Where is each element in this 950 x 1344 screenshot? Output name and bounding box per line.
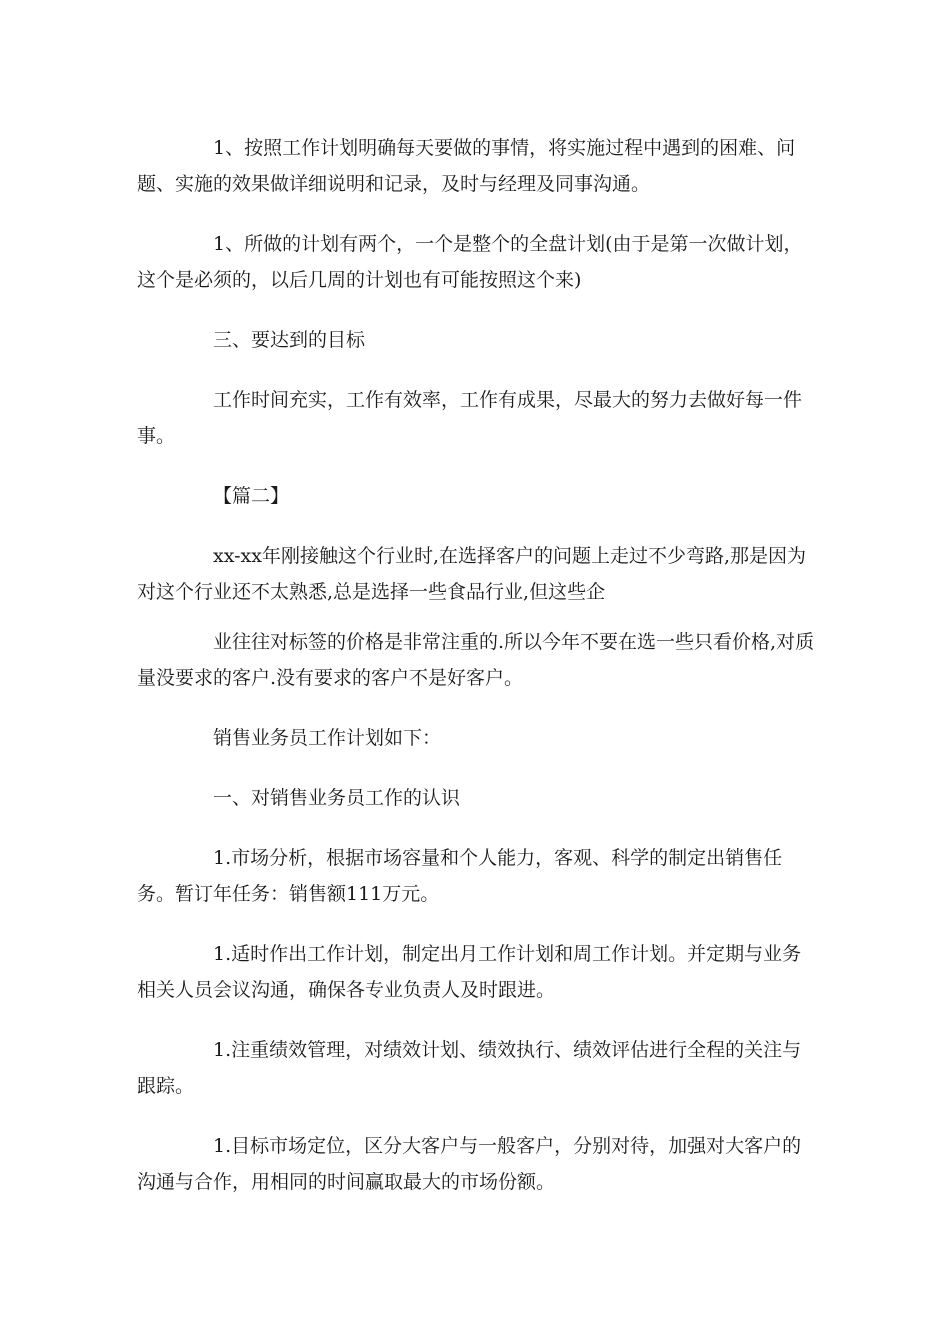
paragraph-daily-plan: 1、按照工作计划明确每天要做的事情，将实施过程中遇到的困难、问题、实施的效果做详细说明和记录，及时与经理及同事沟通。 <box>137 137 796 195</box>
paragraph-industry-intro: xx-xx年刚接触这个行业时,在选择客户的问题上走过不少弯路,那是因为对这个行业还不太熟悉,总是选择一些食品行业,但这些企 <box>137 545 807 603</box>
paragraph-market-analysis: 1.市场分析，根据市场容量和个人能力，客观、科学的制定出销售任务。暂订年任务：销售额111万元。 <box>137 847 783 905</box>
document-body <box>137 130 817 1200</box>
paragraph-goals: 工作时间充实，工作有效率，工作有成果，尽最大的努力去做好每一件事。 <box>137 389 803 447</box>
paragraph-performance: 1.注重绩效管理，对绩效计划、绩效执行、绩效评估进行全程的关注与跟踪。 <box>137 1039 802 1097</box>
section-heading-understanding: 一、对销售业务员工作的认识 <box>213 787 461 809</box>
paragraph-work-plan: 1.适时作出工作计划，制定出月工作计划和周工作计划。并定期与业务相关人员会议沟通，确保各专业负责人及时跟进。 <box>137 943 802 1001</box>
paragraph-overall-plan: 1、所做的计划有两个，一个是整个的全盘计划(由于是第一次做计划，这个是必须的，以后几周的计划也有可能按照这个来) <box>137 233 803 291</box>
section-heading-part-two: 【篇二】 <box>213 485 290 507</box>
paragraph-label-price: 业往往对标签的价格是非常注重的.所以今年不要在选一些只看价格,对质量没要求的客户.没有要求的客户不是好客户。 <box>137 631 815 689</box>
section-heading-goals: 三、要达到的目标 <box>213 329 366 351</box>
paragraph-target-market: 1.目标市场定位，区分大客户与一般客户，分别对待，加强对大客户的沟通与合作，用相同的时间赢取最大的市场份额。 <box>137 1135 802 1193</box>
paragraph-plan-intro: 销售业务员工作计划如下： <box>213 727 442 749</box>
